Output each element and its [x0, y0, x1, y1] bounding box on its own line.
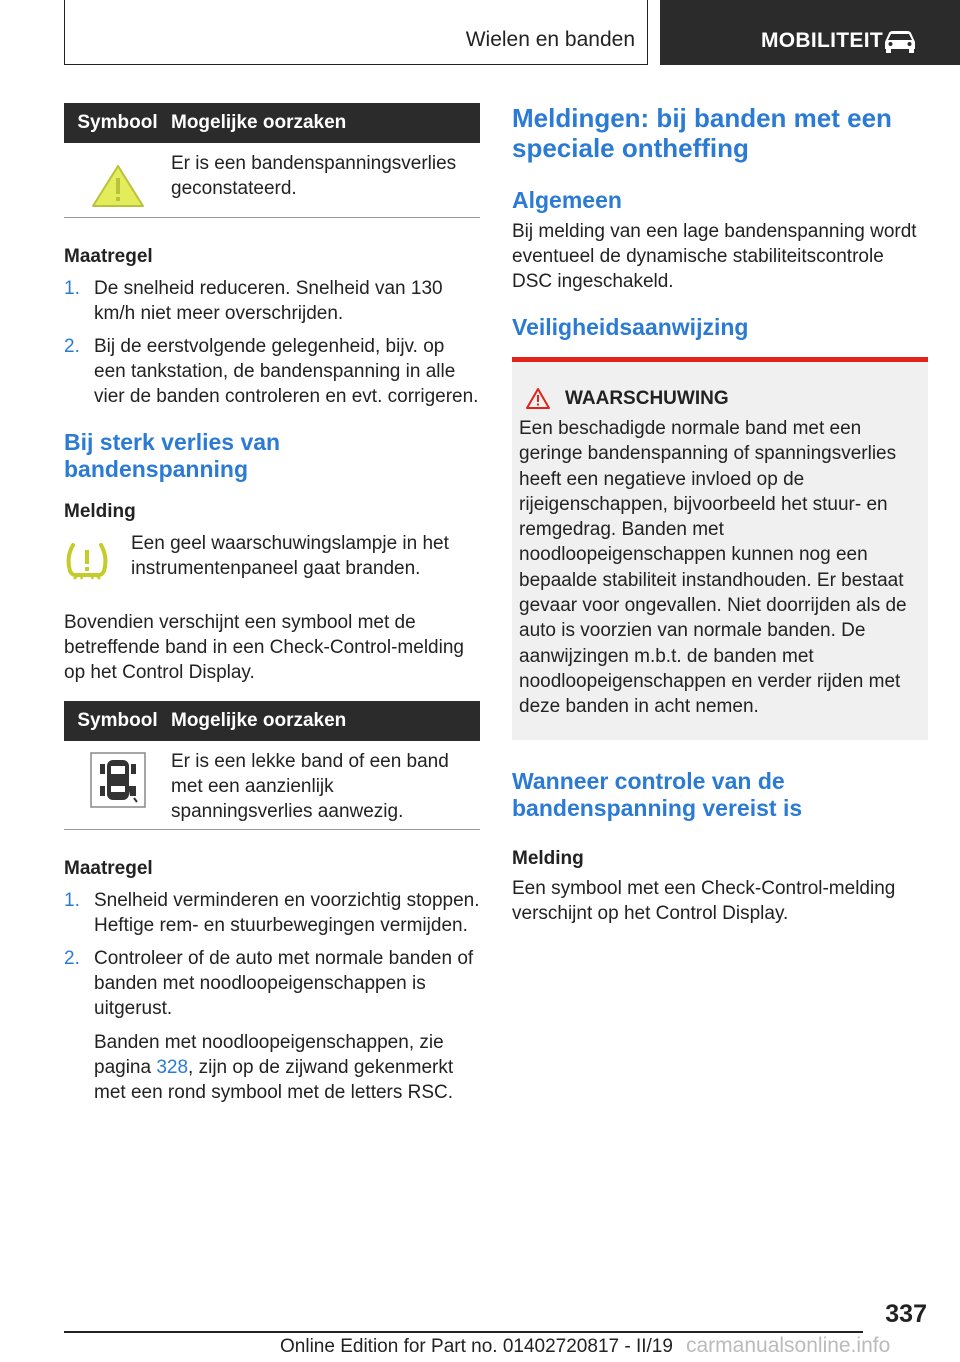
- tire-pressure-warning-icon: [64, 541, 110, 581]
- table-cell-cause: Er is een bandenspanningsverlies geconstateerd.: [171, 153, 457, 199]
- chapter-title: MOBILITEIT: [761, 29, 883, 52]
- right-column: [512, 103, 928, 926]
- heading-algemeen: Algemeen: [512, 187, 622, 213]
- table-col-causes: Mogelijke oorzaken: [171, 710, 347, 731]
- warning-title: [519, 387, 922, 410]
- table-col-causes: Mogelijke oorzaken: [171, 112, 347, 133]
- rsc-note: Banden met noodloopeigenschappen, zie pagina 328, zijn op de zijwand gekenmerkt met een rond symbool met de letters RSC.: [94, 1032, 454, 1103]
- maatregel-title: Maatregel: [64, 858, 153, 879]
- table-col-symbol: Symbool: [77, 112, 158, 133]
- warning-label: WAARSCHUWING: [565, 387, 729, 409]
- maatregel-steps: [64, 276, 480, 409]
- footer-watermark: carmanualsonline.info: [686, 1334, 891, 1357]
- table-col-symbol: Symbool: [77, 710, 158, 731]
- list-item: 2. Controleer of de auto met normale banden of banden met noodloopeigenschappen is uitgerust.: [64, 948, 474, 1019]
- warning-triangle-icon: [525, 387, 551, 410]
- left-column: [64, 103, 480, 1105]
- warning-triangle-icon: [90, 163, 146, 209]
- algemeen-text: Bij melding van een lage bandenspanning wordt eventueel de dynamische stabiliteitscontrole DSC ingeschakeld.: [512, 221, 917, 292]
- melding-title: Melding: [64, 501, 136, 522]
- section-title: Wielen en banden: [465, 28, 635, 51]
- symbol-table-header: [64, 103, 480, 143]
- maatregel-steps: [64, 888, 480, 1021]
- heading-wanneer: Wanneer controle van de bandenspanning vereist is: [512, 767, 803, 821]
- warning-box: [512, 357, 928, 740]
- melding-text: Een geel waarschuwingslampje in het instrumentenpaneel gaat branden.: [131, 533, 449, 579]
- chapter-tab: [660, 0, 960, 65]
- footer-divider: [64, 1331, 863, 1333]
- heading-meldingen: Meldingen: bij banden met een speciale ontheffing: [512, 103, 892, 163]
- heading-veiligheid: Veiligheidsaanwijzing: [512, 314, 749, 340]
- symbol-table-header: [64, 701, 480, 741]
- table-row: [64, 741, 480, 830]
- list-item: 1. De snelheid reduceren. Snelheid van 130 km/h niet meer overschrijden.: [64, 278, 443, 324]
- flat-tire-car-icon: [90, 752, 146, 808]
- maatregel-title: Maatregel: [64, 246, 153, 267]
- melding-text: Een symbool met een Check-Control-melding verschijnt op het Control Display.: [512, 877, 896, 924]
- melding-row: [64, 531, 480, 586]
- page-number: 337: [885, 1300, 927, 1328]
- bovendien-text: Bovendien verschijnt een symbool met de betreffende band in een Check-Control-melding op het Control Display.: [64, 612, 464, 683]
- car-icon: [882, 28, 918, 54]
- melding-title: Melding: [512, 847, 584, 869]
- list-item: 1. Snelheid verminderen en voorzichtig stoppen. Heftige rem- en stuurbewegingen vermijden.: [64, 890, 480, 936]
- page-link-328[interactable]: 328: [156, 1057, 189, 1078]
- list-item: 2. Bij de eerstvolgende gelegenheid, bijv. op een tankstation, de bandenspanning in alle vier de banden controleren en evt. corrigeren.: [64, 336, 479, 407]
- table-cell-cause: Er is een lekke band of een band met een aanzienlijk spanningsverlies aanwezig.: [171, 751, 449, 822]
- footer-edition: Online Edition for Part no. 01402720817 - II/19: [280, 1336, 673, 1357]
- heading-sterk-verlies: Bij sterk verlies van bandenspanning: [64, 429, 281, 482]
- warning-text: Een beschadigde normale band met een geringe bandenspanning of spanningsverlies heeft een negatieve invloed op de rijeigenschappen, bijvoorbeeld het stuur- en remgedrag. Banden met noodloopeigenschappen kunnen nog een bepaalde stabiliteit instandhouden. Er bestaat gevaar voor ongevallen. Niet doorrijden als de auto is voorzien van normale banden. De aanwijzingen m.b.t. de banden met noodloopeigenschappen en verder rijden met deze banden in acht nemen.: [519, 418, 907, 718]
- header-section-box: [64, 0, 648, 65]
- table-row: [64, 143, 480, 218]
